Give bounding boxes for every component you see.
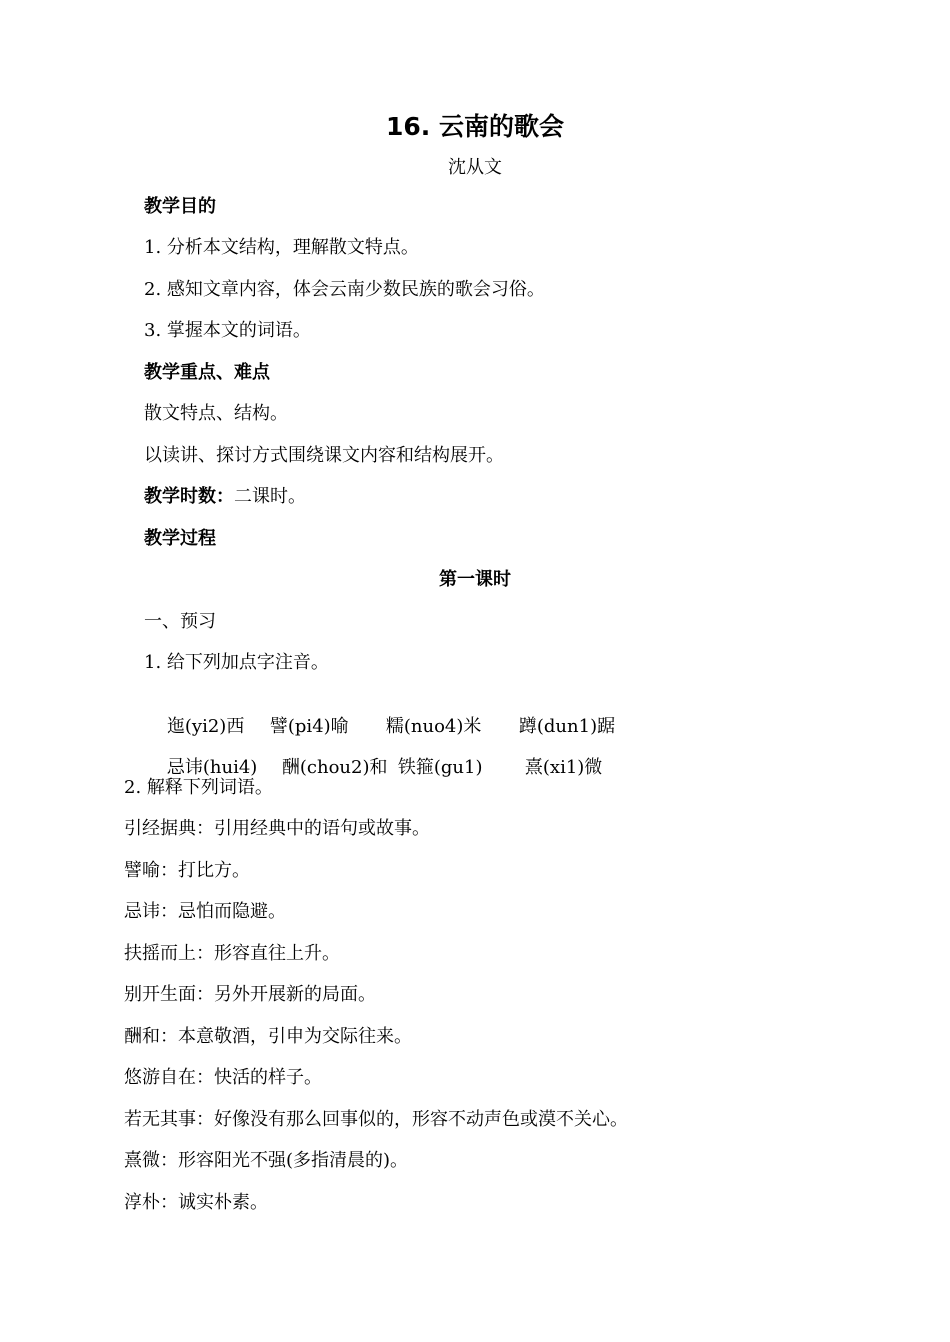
key-point-line: 散文特点、结构。	[144, 403, 288, 424]
definition-line: 悠游自在：快活的样子。	[124, 1067, 322, 1088]
document-title: 16. 云南的歌会	[386, 112, 564, 141]
definition-line: 淳朴：诚实朴素。	[124, 1192, 268, 1213]
pinyin-item: 酬(chou2)和	[281, 757, 388, 778]
pinyin-item: 糯(nuo4)米	[385, 716, 482, 737]
key-point-line: 以读讲、探讨方式围绕课文内容和结构展开。	[144, 445, 504, 466]
author: 沈从文	[448, 157, 502, 178]
objectives-heading: 教学目的	[144, 196, 216, 217]
definition-line: 扶摇而上：形容直往上升。	[124, 943, 340, 964]
section-heading: 一、预习	[144, 611, 216, 632]
definition-line: 引经据典：引用经典中的语句或故事。	[124, 818, 430, 839]
definition-line: 熹微：形容阳光不强(多指清晨的)。	[124, 1150, 409, 1171]
process-heading: 教学过程	[144, 528, 216, 549]
task-heading: 1. 给下列加点字注音。	[144, 652, 329, 673]
hours-value: 二课时。	[234, 486, 306, 507]
pinyin-item: 蹲(dun1)踞	[518, 716, 616, 737]
definition-line: 譬喻：打比方。	[124, 860, 250, 881]
objective-item: 3. 掌握本文的词语。	[144, 320, 311, 341]
lesson-heading: 第一课时	[439, 569, 511, 590]
pinyin-item: 熹(xi1)微	[524, 757, 603, 778]
task-heading: 2. 解释下列词语。	[124, 777, 273, 798]
key-points-heading: 教学重点、难点	[144, 362, 270, 383]
definition-line: 别开生面：另外开展新的局面。	[124, 984, 376, 1005]
definition-line: 酬和：本意敬酒，引申为交际往来。	[124, 1026, 412, 1047]
pinyin-item: 忌讳(hui4)	[166, 757, 258, 778]
hours-label: 教学时数：	[144, 486, 234, 507]
pinyin-item: 譬(pi4)喻	[269, 716, 349, 737]
objective-item: 1. 分析本文结构，理解散文特点。	[144, 237, 419, 258]
definition-line: 若无其事：好像没有那么回事似的，形容不动声色或漠不关心。	[124, 1109, 628, 1130]
pinyin-item: 迤(yi2)西	[166, 716, 245, 737]
teaching-hours	[144, 486, 306, 508]
pinyin-item: 铁箍(gu1)	[397, 757, 483, 778]
objective-item: 2. 感知文章内容，体会云南少数民族的歌会习俗。	[144, 279, 545, 300]
definition-line: 忌讳：忌怕而隐避。	[124, 901, 286, 922]
